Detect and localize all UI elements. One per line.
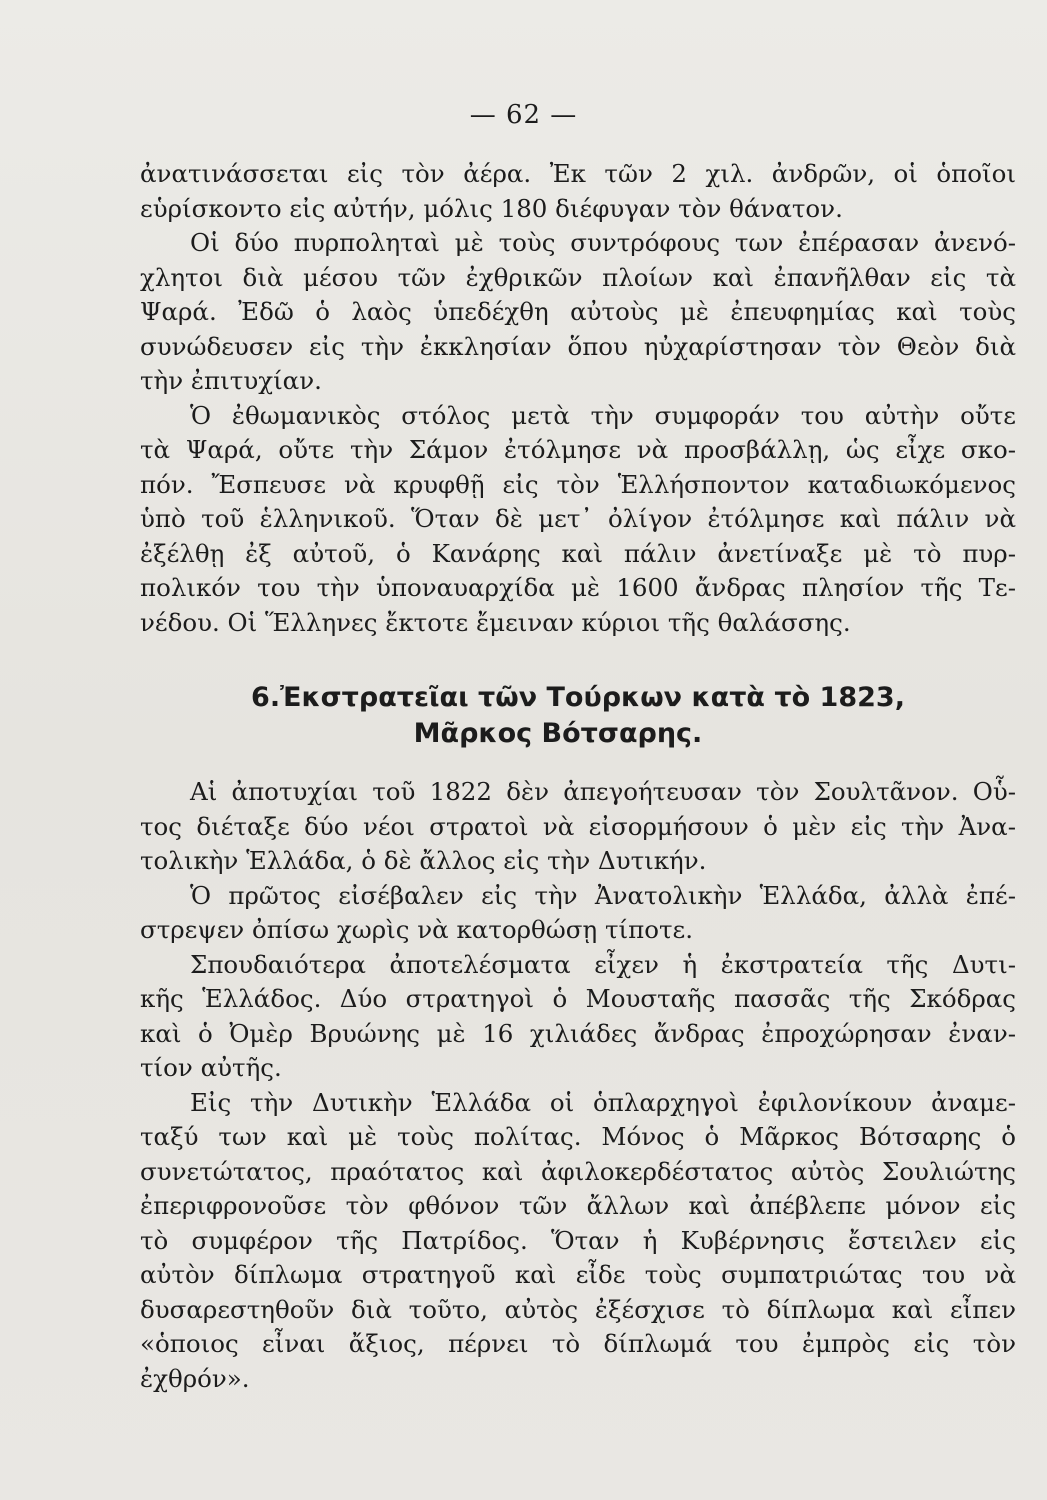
section-heading-line-1: 6.Ἐκστρατεῖαι τῶν Τούρκων κατὰ τὸ 1823, — [251, 682, 905, 713]
text-line: Ὁ πρῶτος εἰσέβαλεν εἰς τὴν Ἀνατολικὴν Ἑλλάδα, ἀλλὰ ἐπέ- — [190, 880, 1016, 910]
text-line: ἀνατινάσσεται εἰς τὸν ἀέρα. Ἐκ τῶν 2 χιλ. ἀνδρῶν, οἱ ὁποῖοι — [140, 159, 1016, 188]
text-line: συνετώτατος, πραότατος καὶ ἀφιλοκερδέστατος αὐτὸς Σουλιώτης — [140, 1156, 1016, 1186]
text-line: αὐτὸν δίπλωμα στρατηγοῦ καὶ εἶδε τοὺς συμπατριώτας του νὰ — [140, 1260, 1016, 1289]
text-line: τος διέταξε δύο νέοι στρατοὶ νὰ εἰσορμήσουν ὁ μὲν εἰς τὴν Ἀνα- — [140, 811, 1016, 841]
text-line: ἐξέλθῃ ἐξ αὐτοῦ, ὁ Κανάρης καὶ πάλιν ἀνετίναξε μὲ τὸ πυρ- — [140, 538, 1016, 568]
text-line: νέδου. Οἱ Ἕλληνες ἔκτοτε ἔμειναν κύριοι τῆς θαλάσσης. — [140, 607, 851, 637]
text-line: Εἰς τὴν Δυτικὴν Ἑλλάδα οἱ ὁπλαρχηγοὶ ἐφιλονίκουν ἀναμε- — [190, 1087, 1016, 1117]
section-heading-line-2: Μᾶρκος Βότσαρης. — [413, 718, 703, 749]
text-line: Σπουδαιότερα ἀποτελέσματα εἶχεν ἡ ἐκστρατεία τῆς Δυτι- — [190, 949, 1016, 979]
text-line: «ὁποιος εἶναι ἄξιος, πέρνει τὸ δίπλωμά του ἐμπρὸς εἰς τὸν — [140, 1329, 1016, 1358]
text-line: ὑπὸ τοῦ ἑλληνικοῦ. Ὅταν δὲ μετ᾽ ὀλίγον ἐτόλμησε καὶ πάλιν νὰ — [140, 504, 1016, 533]
text-line: ἐπεριφρονοῦσε τὸν φθόνον τῶν ἄλλων καὶ ἀπέβλεπε μόνον εἰς — [140, 1191, 1016, 1220]
text-line: στρεψεν ὀπίσω χωρὶς νὰ κατορθώσῃ τίποτε. — [140, 915, 694, 944]
text-line: εὑρίσκοντο εἰς αὐτήν, μόλις 180 διέφυγαν τὸν θάνατον. — [140, 193, 843, 223]
text-line: Ὁ ἐθωμανικὸς στόλος μετὰ τὴν συμφοράν του αὐτὴν οὔτε — [190, 400, 1016, 430]
text-line: κῆς Ἑλλάδος. Δύο στρατηγοὶ ὁ Μουσταῆς πασσᾶς τῆς Σκόδρας — [140, 984, 1016, 1013]
text-line: τὸ συμφέρον τῆς Πατρίδος. Ὅταν ἡ Κυβέρνησις ἔστειλεν εἰς — [140, 1225, 1016, 1255]
text-line: Οἱ δύο πυρποληταὶ μὲ τοὺς συντρόφους των ἐπέρασαν ἀνενό- — [190, 228, 1016, 257]
paragraphs-block-bottom — [140, 775, 1016, 1396]
text-line: Ψαρά. Ἐδῶ ὁ λαὸς ὑπεδέχθη αὐτοὺς μὲ ἐπευφημίας καὶ τοὺς — [140, 297, 1016, 326]
text-line: πολικόν του τὴν ὑποναυαρχίδα μὲ 1600 ἄνδρας πλησίον τῆς Τε- — [140, 573, 1016, 602]
text-line: πόν. Ἔσπευσε νὰ κρυφθῇ εἰς τὸν Ἑλλήσποντον καταδιωκόμενος — [140, 469, 1016, 499]
text-line: δυσαρεστηθοῦν διὰ τοῦτο, αὐτὸς ἐξέσχισε τὸ δίπλωμα καὶ εἶπεν — [140, 1294, 1016, 1324]
text-line: καὶ ὁ Ὀμὲρ Βρυώνης μὲ 16 χιλιάδες ἄνδρας ἐπροχώρησαν ἐναν- — [140, 1018, 1016, 1048]
text-line: συνώδευσεν εἰς τὴν ἐκκλησίαν ὅπου ηὐχαρίστησαν τὸν Θεὸν διὰ — [140, 331, 1016, 361]
text-line: τὴν ἐπιτυχίαν. — [140, 366, 322, 395]
text-line: ἐχθρόν». — [140, 1363, 250, 1393]
paragraphs-block-top — [140, 157, 1016, 640]
text-line: τὰ Ψαρά, οὔτε τὴν Σάμον ἐτόλμησε νὰ προσβάλλῃ, ὡς εἶχε σκο- — [140, 435, 1016, 464]
page-number: — 62 — — [469, 100, 578, 130]
text-line: Αἱ ἀποτυχίαι τοῦ 1822 δὲν ἀπεγοήτευσαν τὸν Σουλτᾶνον. Οὗ- — [190, 777, 1016, 806]
section-heading — [140, 680, 1016, 752]
text-line: ταξύ των καὶ μὲ τοὺς πολίτας. Μόνος ὁ Μᾶρκος Βότσαρης ὁ — [140, 1122, 1016, 1151]
text-line: τολικὴν Ἑλλάδα, ὁ δὲ ἄλλος εἰς τὴν Δυτικήν. — [140, 846, 707, 875]
text-line: χλητοι διὰ μέσου τῶν ἐχθρικῶν πλοίων καὶ ἐπανῆλθαν εἰς τὰ — [140, 262, 1016, 292]
text-line: τίον αὐτῆς. — [140, 1053, 282, 1082]
